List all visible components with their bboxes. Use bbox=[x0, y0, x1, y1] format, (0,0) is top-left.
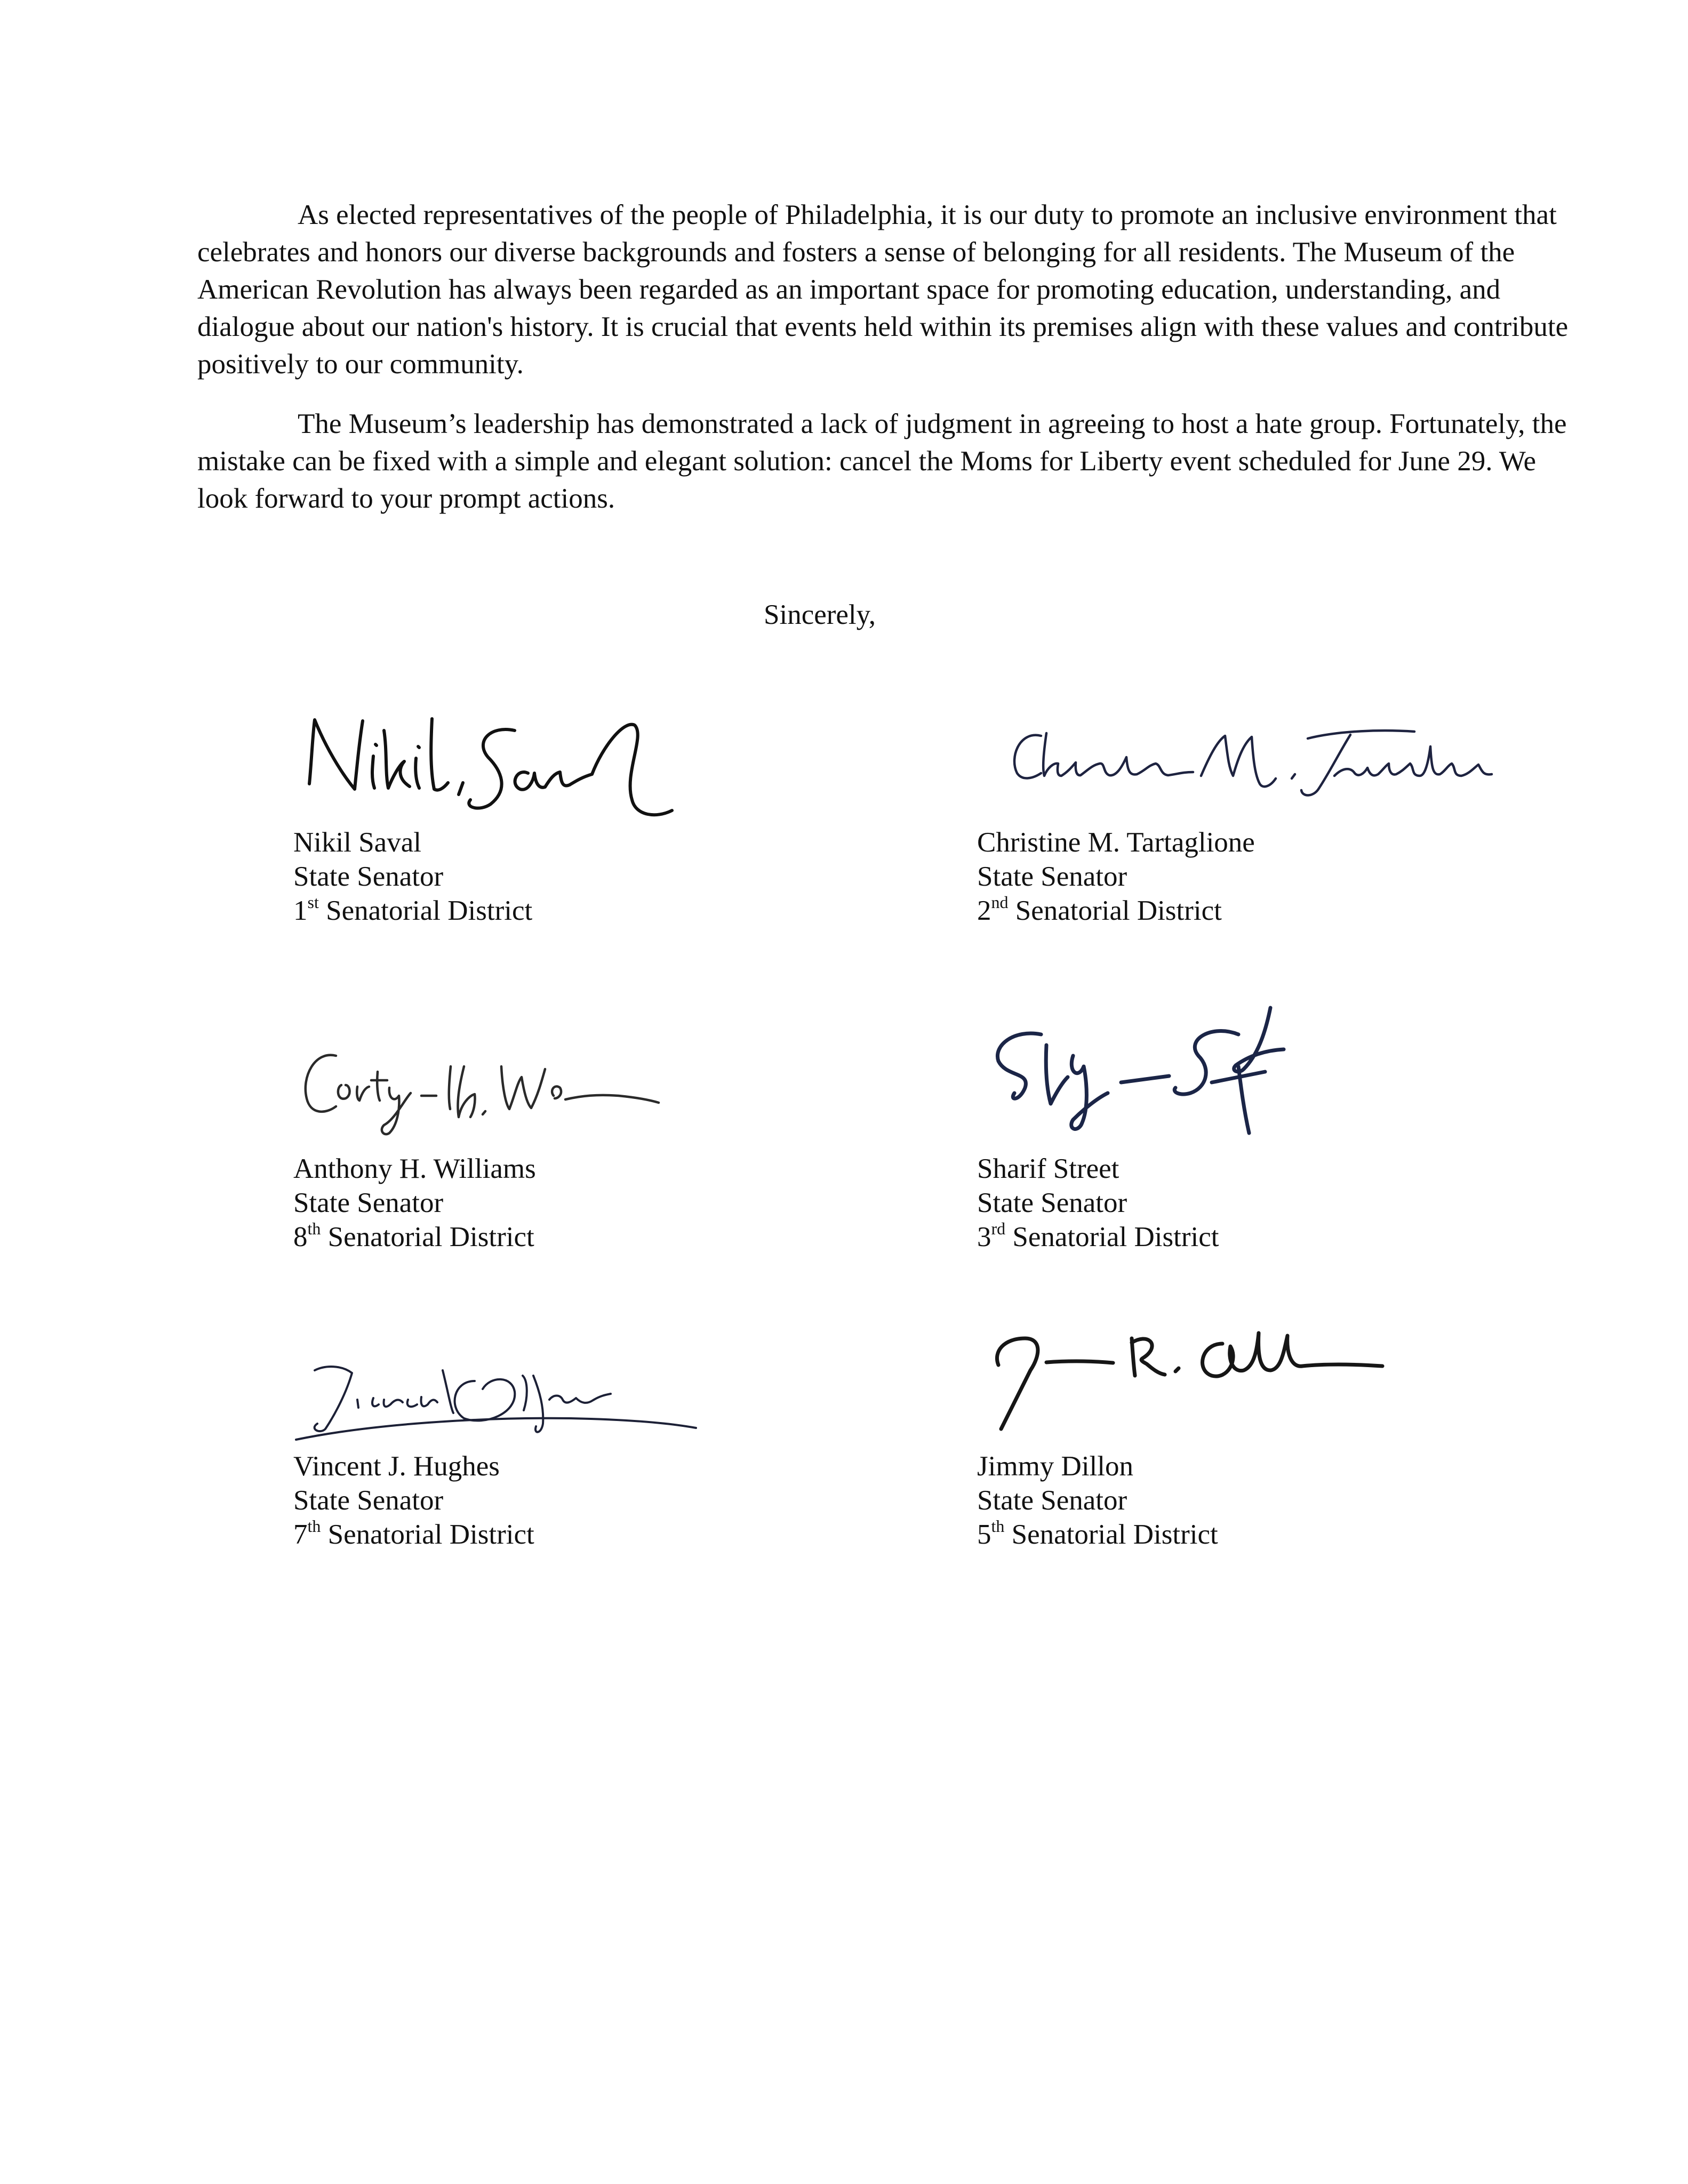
district-label: Senatorial District bbox=[327, 1519, 534, 1550]
signatory-info-street bbox=[977, 1152, 1219, 1254]
district-suffix: th bbox=[307, 1516, 321, 1536]
district-label: Senatorial District bbox=[1011, 1519, 1218, 1550]
signatory-district bbox=[977, 1220, 1219, 1254]
signatory-name: Anthony H. Williams bbox=[293, 1153, 536, 1184]
signatory-info-tartaglione bbox=[977, 825, 1255, 928]
signature-saval bbox=[304, 714, 677, 821]
signatory-name: Nikil Saval bbox=[293, 827, 421, 858]
district-number: 1 bbox=[293, 895, 308, 926]
signature-hughes bbox=[293, 1349, 699, 1445]
signatory-info-williams bbox=[293, 1152, 536, 1254]
district-suffix: nd bbox=[991, 893, 1009, 912]
district-label: Senatorial District bbox=[326, 895, 533, 926]
signatory-title: State Senator bbox=[293, 1187, 444, 1218]
signatory-title: State Senator bbox=[977, 1187, 1127, 1218]
signature-dillon bbox=[977, 1322, 1393, 1434]
signatory-title: State Senator bbox=[293, 1485, 444, 1516]
signatory-name: Vincent J. Hughes bbox=[293, 1451, 500, 1482]
signatory-info-dillon bbox=[977, 1449, 1218, 1552]
paragraph-2: The Museum’s leadership has demonstrated a lack of judgment in agreeing to host a hate group. Fortunately, the mistake can be fixed with a simple and elegant solution: cancel the Moms for Liberty event scheduled for June 29. We look forward to your prompt actions. bbox=[197, 408, 1567, 514]
signatory-district bbox=[293, 894, 532, 928]
signatory-district bbox=[977, 894, 1255, 928]
signature-block-street bbox=[977, 1002, 1510, 1264]
signatory-title: State Senator bbox=[293, 861, 444, 892]
signatory-title: State Senator bbox=[977, 861, 1127, 892]
district-number: 2 bbox=[977, 895, 991, 926]
signatory-district bbox=[293, 1517, 534, 1552]
letter-body bbox=[197, 196, 1584, 540]
signatory-info-hughes bbox=[293, 1449, 534, 1552]
signature-block-williams bbox=[293, 1040, 827, 1264]
signature-williams bbox=[299, 1045, 661, 1141]
signatory-name: Christine M. Tartaglione bbox=[977, 827, 1255, 858]
district-suffix: th bbox=[991, 1516, 1005, 1536]
district-suffix: rd bbox=[991, 1219, 1006, 1238]
signatory-info-saval bbox=[293, 825, 532, 928]
district-number: 8 bbox=[293, 1222, 308, 1252]
district-suffix: st bbox=[307, 893, 319, 912]
signatory-district bbox=[977, 1517, 1218, 1552]
district-label: Senatorial District bbox=[327, 1222, 534, 1252]
signatory-title: State Senator bbox=[977, 1485, 1127, 1516]
signature-tartaglione bbox=[1009, 725, 1500, 805]
district-suffix: th bbox=[307, 1219, 321, 1238]
signatory-name: Sharif Street bbox=[977, 1153, 1119, 1184]
signature-street bbox=[988, 1002, 1318, 1136]
district-number: 7 bbox=[293, 1519, 308, 1550]
district-label: Senatorial District bbox=[1015, 895, 1222, 926]
district-number: 3 bbox=[977, 1222, 991, 1252]
district-number: 5 bbox=[977, 1519, 991, 1550]
closing: Sincerely, bbox=[764, 599, 876, 630]
signature-block-hughes bbox=[293, 1349, 827, 1562]
signatory-name: Jimmy Dillon bbox=[977, 1451, 1134, 1482]
paragraph-1: As elected representatives of the people of Philadelphia, it is our duty to promote an inclusive environment that celebrates and honors our diverse backgrounds and fosters a sense of belonging for all residents. The Museum of the American Revolution has always been regarded as an important space for promoting education, understanding, and dialogue about our nation's history. It is crucial that events held within its premises align with these values and contribute positively to our community. bbox=[197, 199, 1569, 380]
signature-block-tartaglione bbox=[977, 714, 1510, 938]
district-label: Senatorial District bbox=[1012, 1222, 1219, 1252]
signatory-district bbox=[293, 1220, 536, 1254]
signature-block-saval bbox=[293, 714, 827, 938]
signature-block-dillon bbox=[977, 1322, 1510, 1562]
